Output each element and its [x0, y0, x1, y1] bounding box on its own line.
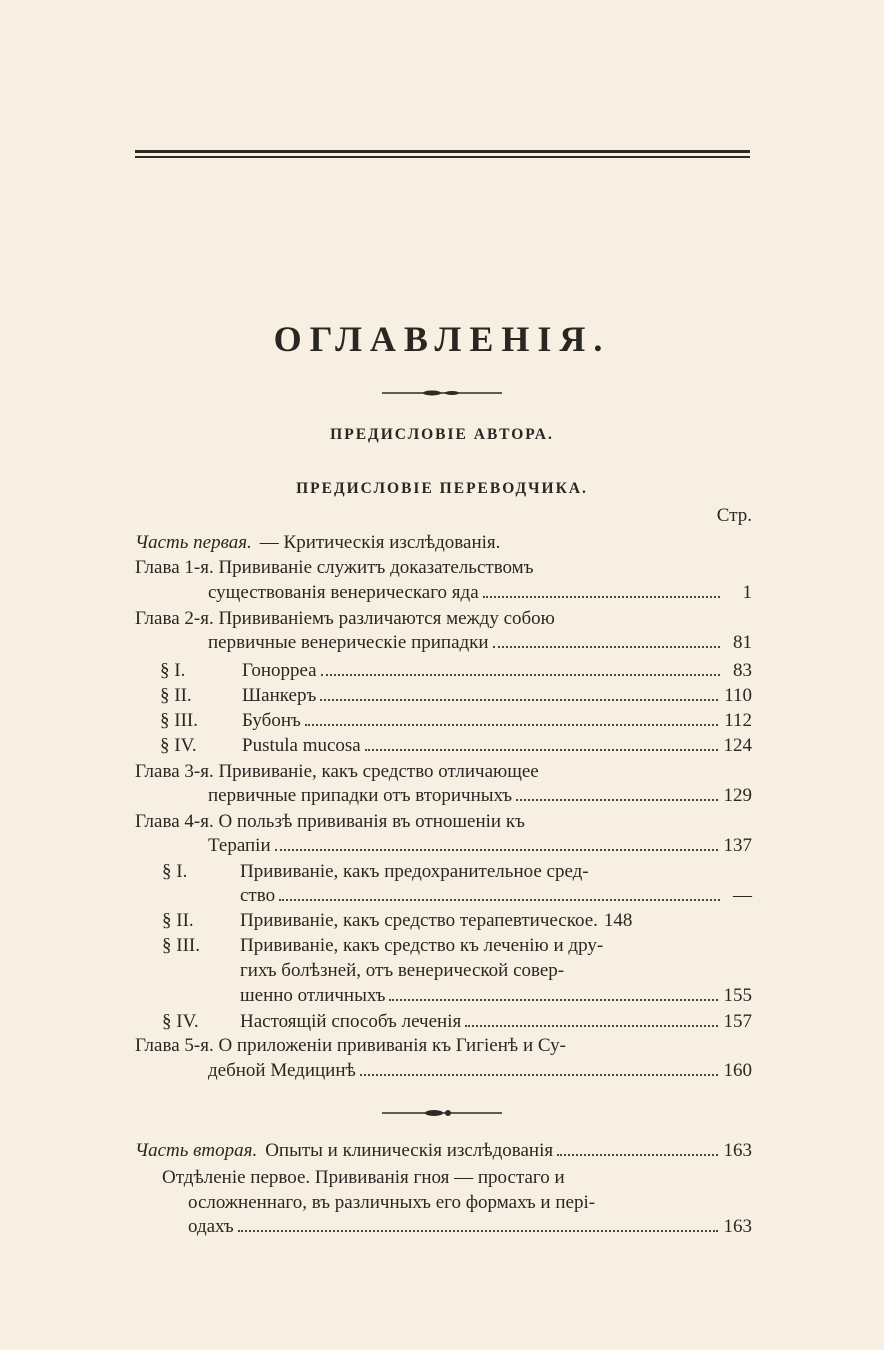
ch4-section-1-line1: § I. Прививанiе, какъ предохранительное сред-: [162, 861, 589, 882]
ch3-line2: первичные припадки отъ вторичныхъ 129: [208, 785, 752, 806]
ch4-line2: Терапiи 137: [208, 835, 752, 856]
part2-label: Часть вторая.: [135, 1140, 258, 1161]
leader-dots: [557, 1154, 717, 1156]
leader-dots: [275, 849, 718, 851]
top-rule-thin: [135, 156, 750, 158]
leader-dots: [279, 899, 720, 901]
ornament-divider-2: [0, 1106, 884, 1124]
preface-translator-heading: ПРЕДИСЛОВIЕ ПЕРЕВОДЧИКА.: [296, 480, 588, 497]
page-number: 129: [723, 785, 752, 806]
page-number: 157: [723, 1011, 752, 1032]
page-number: 81: [733, 632, 752, 653]
preface-author-heading: ПРЕДИСЛОВIЕ АВТОРА.: [330, 426, 554, 443]
page-title: ОГЛАВЛЕНIЯ.: [273, 319, 611, 359]
leader-dots: [516, 799, 717, 801]
ch3-line1: Глава 3-я. Прививанiе, какъ средство отличающее: [135, 761, 539, 782]
page-number: 112: [724, 710, 752, 731]
leader-dots: [493, 646, 720, 648]
page-number: 110: [724, 685, 752, 706]
page-number: 163: [723, 1140, 752, 1161]
page-number: 124: [723, 735, 752, 756]
ch2-section-4: § IV. Pustula mucosa 124: [160, 735, 752, 756]
ch5-line2: дебной Медицинѣ 160: [208, 1060, 752, 1081]
ch4-section-2: § II. Прививанiе, какъ средство терапевтическое. 148: [162, 910, 633, 931]
leader-dots: [238, 1230, 718, 1232]
leader-dots: [389, 999, 717, 1001]
ch4-section-3-line2: гихъ болѣзней, отъ венерической совер-: [240, 960, 565, 981]
leader-dots: [360, 1074, 718, 1076]
sec1-line1: Отдѣленiе первое. Прививанiя гноя — простаго и: [162, 1167, 565, 1188]
ch4-section-3-line3: шенно отличныхъ 155: [240, 985, 752, 1006]
part1-label: Часть первая.: [135, 532, 252, 553]
sec1-line2: осложненнаго, въ различныхъ его формахъ и перi-: [188, 1192, 596, 1213]
ch4-line1: Глава 4-я. О пользѣ прививанiя въ отношенiи къ: [135, 811, 525, 832]
part2-title: Опыты и клиническiя изслѣдованiя: [265, 1140, 554, 1161]
page-number: 148: [603, 910, 633, 931]
ch2-line1: Глава 2-я. Прививанiемъ различаются между собою: [135, 608, 555, 629]
page-number: 1: [742, 582, 752, 603]
part1-heading: [135, 532, 500, 554]
ch1-line2: существованiя венерическаго яда 1: [208, 582, 752, 603]
top-rule: [135, 150, 750, 153]
page-number: 163: [723, 1216, 752, 1237]
part2-heading: [135, 1140, 752, 1162]
sec1-line3: одахъ 163: [188, 1216, 752, 1237]
ch5-line1: Глава 5-я. О приложенiи прививанiя къ Гигiенѣ и Су-: [135, 1035, 566, 1056]
part1-title: — Критическiя изслѣдованiя.: [259, 532, 501, 553]
ch1-line1: Глава 1-я. Прививанiе служитъ доказательствомъ: [135, 557, 534, 578]
page-number: 137: [723, 835, 752, 856]
leader-dots: [305, 724, 718, 726]
page-number: 155: [723, 985, 752, 1006]
leader-dots: [321, 674, 720, 676]
leader-dots: [365, 749, 718, 751]
page-number: 83: [733, 660, 752, 681]
ch2-line2: первичные венерическiе припадки 81: [208, 632, 752, 653]
page-column-label: Стр.: [716, 505, 752, 526]
ch4-section-4: § IV. Настоящiй способъ леченiя 157: [162, 1011, 752, 1032]
leader-dots: [320, 699, 718, 701]
ch2-section-2: § II. Шанкеръ 110: [160, 685, 752, 706]
ch2-section-1: § I. Гонорреа 83: [160, 660, 752, 681]
ornament-divider-1: [0, 386, 884, 404]
leader-dots: [465, 1025, 717, 1027]
page-number: 160: [723, 1060, 752, 1081]
ch4-section-3-line1: § III. Прививанiе, какъ средство къ леченiю и дру-: [162, 935, 604, 956]
ch2-section-3: § III. Бубонъ 112: [160, 710, 752, 731]
leader-dots: [483, 596, 720, 598]
ch4-section-1-line2: ство —: [240, 885, 752, 906]
page-number: —: [733, 885, 752, 906]
